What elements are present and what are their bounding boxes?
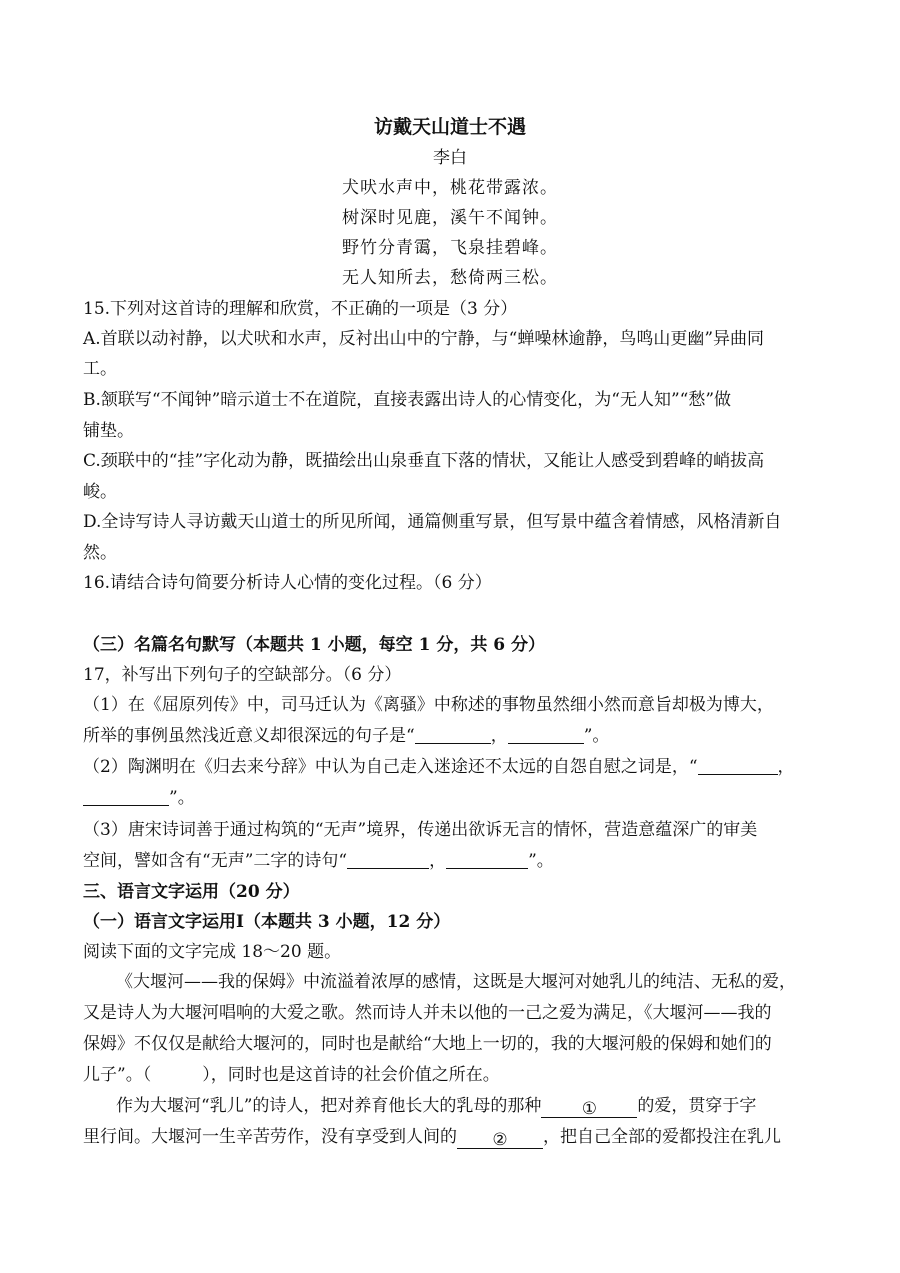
passage-line [83, 1122, 781, 1149]
text: ， [429, 851, 447, 871]
q15-option-d-cont: 然。 [83, 543, 117, 563]
text: ， [777, 757, 795, 777]
passage-line: 保姆》不仅仅是献给大堰河的，同时也是献给“大地上一切的，我的大堰河般的保姆和她们的 [83, 1034, 772, 1054]
text: ”。 [528, 851, 554, 871]
q17-part2-cont [83, 783, 195, 808]
text: 作为大堰河“乳儿”的诗人，把对养育他长大的乳母的那种 [116, 1096, 542, 1116]
text: ”。 [169, 788, 195, 808]
q17-part1-cont [83, 721, 609, 746]
passage-line: 《大堰河——我的保姆》中流溢着浓厚的感情，这既是大堰河对她乳儿的纯洁、无私的爱， [116, 972, 796, 992]
answer-blank[interactable] [83, 787, 169, 806]
reading-intro: 阅读下面的文字完成 18～20 题。 [83, 942, 342, 962]
answer-blank[interactable] [415, 725, 491, 744]
q15-option-b: B.颔联写“不闻钟”暗示道士不在道院，直接表露出诗人的心情变化，为“无人知”“愁”做 [83, 390, 732, 410]
q15-option-d: D.全诗写诗人寻访戴天山道士的所见所闻，通篇侧重写景，但写景中蕴含着情感，风格清新自 [83, 512, 782, 532]
q17-part3: （3）唐宋诗词善于通过构筑的“无声”境界，传递出欲诉无言的情怀，营造意蕴深广的审美 [83, 820, 758, 840]
poem-line: 树深时见鹿，溪午不闻钟。 [342, 208, 558, 228]
q15-stem: 15.下列对这首诗的理解和欣赏，不正确的一项是（3 分） [83, 299, 518, 319]
text: 里行间。大堰河一生辛苦劳作，没有享受到人间的 [83, 1127, 457, 1147]
q17-stem: 17，补写出下列句子的空缺部分。（6 分） [83, 665, 402, 685]
section-heading: （三）名篇名句默写（本题共 1 小题，每空 1 分，共 6 分） [83, 635, 545, 655]
text: ，把自己全部的爱都投注在乳儿 [543, 1127, 781, 1147]
text: ， [490, 726, 508, 746]
text: 的爱，贯穿于字 [637, 1096, 757, 1116]
q16-stem: 16.请结合诗句简要分析诗人心情的变化过程。（6 分） [83, 573, 492, 593]
section-heading: 三、语言文字运用（20 分） [83, 882, 300, 902]
passage-line [116, 1091, 756, 1118]
poem-author: 李白 [433, 148, 467, 168]
q15-option-c-cont: 峻。 [83, 482, 117, 502]
answer-blank-1[interactable]: ① [541, 1099, 637, 1118]
q17-part3-cont [83, 846, 554, 871]
q15-option-b-cont: 铺垫。 [83, 421, 134, 441]
q15-option-c: C.颈联中的“挂”字化动为静，既描绘出山泉垂直下落的情状，又能让人感受到碧峰的峭拔高 [83, 451, 765, 471]
answer-blank[interactable] [698, 756, 778, 775]
q17-part2 [83, 752, 795, 777]
poem-title: 访戴天山道士不遇 [373, 116, 526, 138]
text: 所举的事例虽然浅近意义却很深远的句子是“ [83, 726, 415, 746]
poem-line: 犬吠水声中，桃花带露浓。 [342, 178, 558, 198]
text: ”。 [583, 726, 610, 746]
q17-part1: （1）在《屈原列传》中，司马迁认为《离骚》中称述的事物虽然细小然而意旨却极为博大， [83, 695, 774, 715]
answer-blank[interactable] [446, 850, 528, 869]
answer-blank-2[interactable]: ② [457, 1130, 543, 1149]
q15-option-a: A.首联以动衬静，以犬吠和水声，反衬出山中的宁静，与“蝉噪林逾静，鸟鸣山更幽”异曲同 [83, 329, 765, 349]
passage-line: 又是诗人为大堰河唱响的大爱之歌。然而诗人并未以他的一己之爱为满足，《大堰河——我的 [83, 1003, 772, 1023]
poem-line: 无人知所去，愁倚两三松。 [342, 268, 558, 288]
subsection-heading: （一）语言文字运用Ⅰ（本题共 3 小题，12 分） [83, 912, 451, 932]
answer-blank[interactable] [347, 850, 429, 869]
passage-line: 儿子”。（ ），同时也是这首诗的社会价值之所在。 [83, 1065, 500, 1085]
q15-option-a-cont: 工。 [83, 359, 117, 379]
text: （2）陶渊明在《归去来兮辞》中认为自己走入迷途还不太远的自怨自慰之词是，“ [83, 757, 698, 777]
poem-line: 野竹分青霭，飞泉挂碧峰。 [342, 238, 558, 258]
text: 空间，譬如含有“无声”二字的诗句“ [83, 851, 348, 871]
answer-blank[interactable] [508, 725, 584, 744]
